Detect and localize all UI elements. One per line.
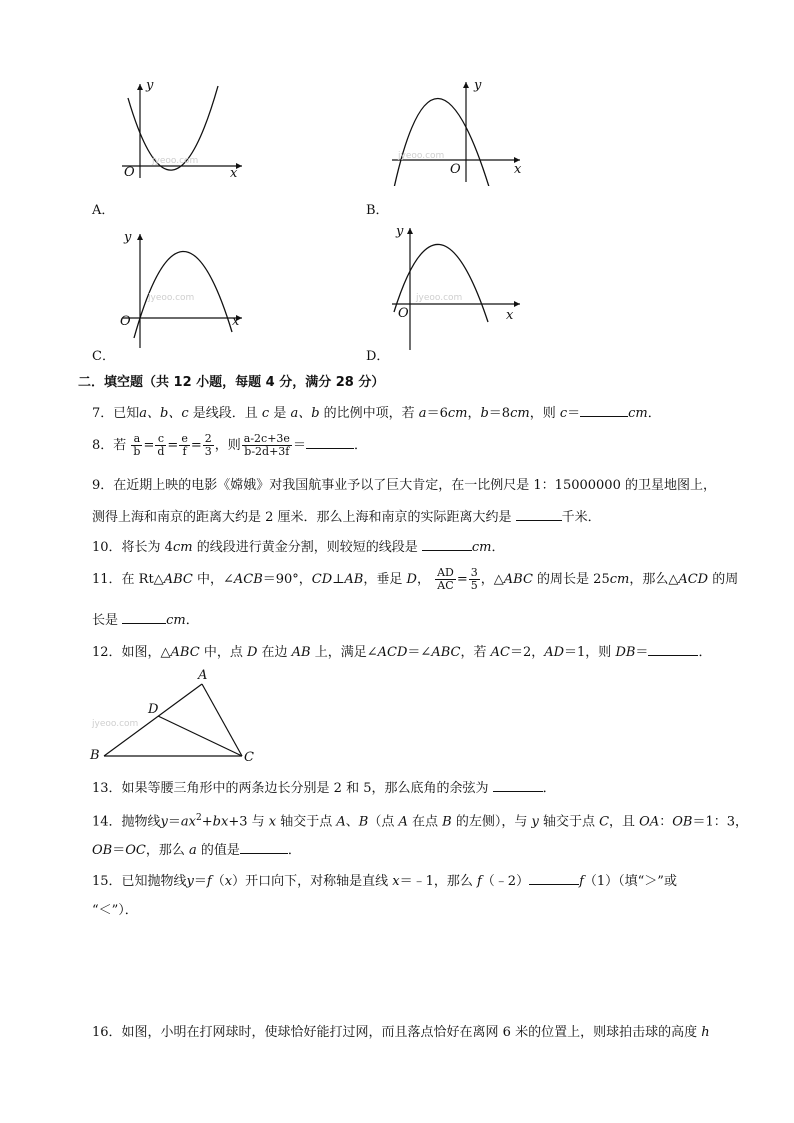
graph-b-x-label: x (514, 162, 522, 177)
q13-answer-blank[interactable] (493, 778, 543, 792)
graph-a-origin: O (124, 165, 135, 180)
question-13: 13．如果等腰三角形中的两条边长分别是 2 和 5，那么底角的余弦为 ． (92, 778, 556, 798)
q15-answer-blank[interactable] (529, 871, 579, 885)
graph-d-y-label: y (396, 224, 404, 239)
question-9-line-1: 9．在近期上映的电影《嫦娥》对我国航事业予以了巨大肯定，在一比例尺是 1：15000000 的卫星地图上， (92, 478, 716, 493)
q9-answer-blank[interactable] (516, 507, 562, 521)
svg-text:jyeoo.com: jyeoo.com (148, 293, 195, 303)
question-8: 8．若 $\frac{a}{b}$ = $\frac{c}{d}$ = $\frac{e}{f}$ = $\frac{2}{3}$ ，则 $\frac{a-2c+3e}{b-2d+3f}$ ＝ ． (92, 432, 367, 458)
question-12: 12．如图，△ABC 中，点 D 在边 AB 上，满足∠ACD＝∠ABC，若 AC＝2，AD＝1，则 DB＝ ． (92, 642, 711, 662)
q12-vertex-b: B (90, 748, 100, 763)
q12-vertex-c: C (244, 750, 254, 765)
q8-frac-a-b: $\frac{a}{b}$ (133, 432, 141, 458)
svg-text:jyeoo.com: jyeoo.com (416, 293, 463, 303)
q12-answer-blank[interactable] (648, 642, 698, 656)
graph-c-y-label: y (124, 230, 132, 245)
option-b-label: B． (366, 203, 389, 218)
question-15-line-2: “＜”）． (92, 903, 138, 918)
q12-vertex-d: D (148, 702, 159, 717)
graph-a-y-label: y (146, 78, 154, 93)
graph-a (112, 78, 252, 186)
q14-answer-blank[interactable] (240, 840, 288, 854)
q8-frac-2-3: $\frac{2}{3}$ (204, 432, 212, 458)
q12-triangle-figure (88, 668, 268, 766)
question-14-line-2: OB＝OC，那么 a 的值是 ． (92, 840, 301, 860)
svg-text:jyeoo.com: jyeoo.com (92, 719, 139, 729)
question-7: 7．已知a、b、c 是线段．且 c 是 a、b 的比例中项，若 a＝6cm，b＝8cm，则 c＝ cm． (92, 403, 661, 423)
q11-frac-ad-ac: $\frac{AD}{AC}$ (437, 566, 454, 592)
graph-d (390, 222, 530, 352)
svg-text:jyeoo.com: jyeoo.com (398, 151, 445, 161)
question-11-line-2: 长是 cm． (92, 610, 199, 630)
graph-b-origin: O (450, 162, 461, 177)
option-c-label: C． (92, 349, 115, 364)
option-a-label: A． (92, 203, 115, 218)
graph-c (112, 228, 252, 350)
graph-d-origin: O (398, 306, 409, 321)
graph-b-y-label: y (474, 78, 482, 93)
graph-c-origin: O (120, 314, 131, 329)
q11-answer-blank[interactable] (122, 610, 166, 624)
svg-text:jyeoo.com: jyeoo.com (152, 156, 199, 166)
graph-b (390, 78, 530, 186)
graph-a-x-label: x (230, 166, 238, 181)
graph-c-x-label: x (232, 314, 240, 329)
q8-frac-c-d: $\frac{c}{d}$ (157, 432, 165, 458)
question-15-line-1: 15．已知抛物线y＝f（x）开口向下，对称轴是直线 x＝﹣1，那么 f（﹣2） f（1）（填“＞”或 (92, 871, 677, 891)
section-heading: 二．填空题（共 12 小题，每题 4 分，满分 28 分） (78, 375, 385, 390)
q7-answer-blank[interactable] (580, 403, 628, 417)
question-14-line-1: 14．抛物线$y=ax^2+bx+3$ 与 x 轴交于点 A、B（点 A 在点 B 的左侧），与 y 轴交于点 C，且 OA：OB＝1：3， (92, 813, 748, 830)
question-9-line-2: 测得上海和南京的距离大约是 2 厘米．那么上海和南京的实际距离大约是 千米． (92, 507, 601, 527)
q8-frac-e-f: $\frac{e}{f}$ (181, 432, 188, 458)
question-16: 16．如图，小明在打网球时，使球恰好能打过网，而且落点恰好在离网 6 米的位置上，则球拍击球的高度 h (92, 1025, 710, 1040)
question-10: 10．将长为 4cm 的线段进行黄金分割，则较短的线段是 cm． (92, 537, 504, 557)
q10-answer-blank[interactable] (422, 537, 472, 551)
question-11-line-1: 11．在 Rt△ABC 中，∠ACB＝90°，CD⊥AB，垂足 D， $\frac{AD}{AC}$ = $\frac{3}{5}$ ，△ABC 的周长是 25cm，那么△ACD 的周 (92, 566, 739, 592)
q8-answer-blank[interactable] (306, 435, 354, 449)
option-d-label: D． (366, 349, 390, 364)
graph-d-x-label: x (506, 308, 514, 323)
q12-vertex-a: A (198, 668, 208, 683)
q11-frac-3-5: $\frac{3}{5}$ (470, 566, 478, 592)
q8-frac-expression: $\frac{a-2c+3e}{b-2d+3f}$ (243, 432, 290, 458)
